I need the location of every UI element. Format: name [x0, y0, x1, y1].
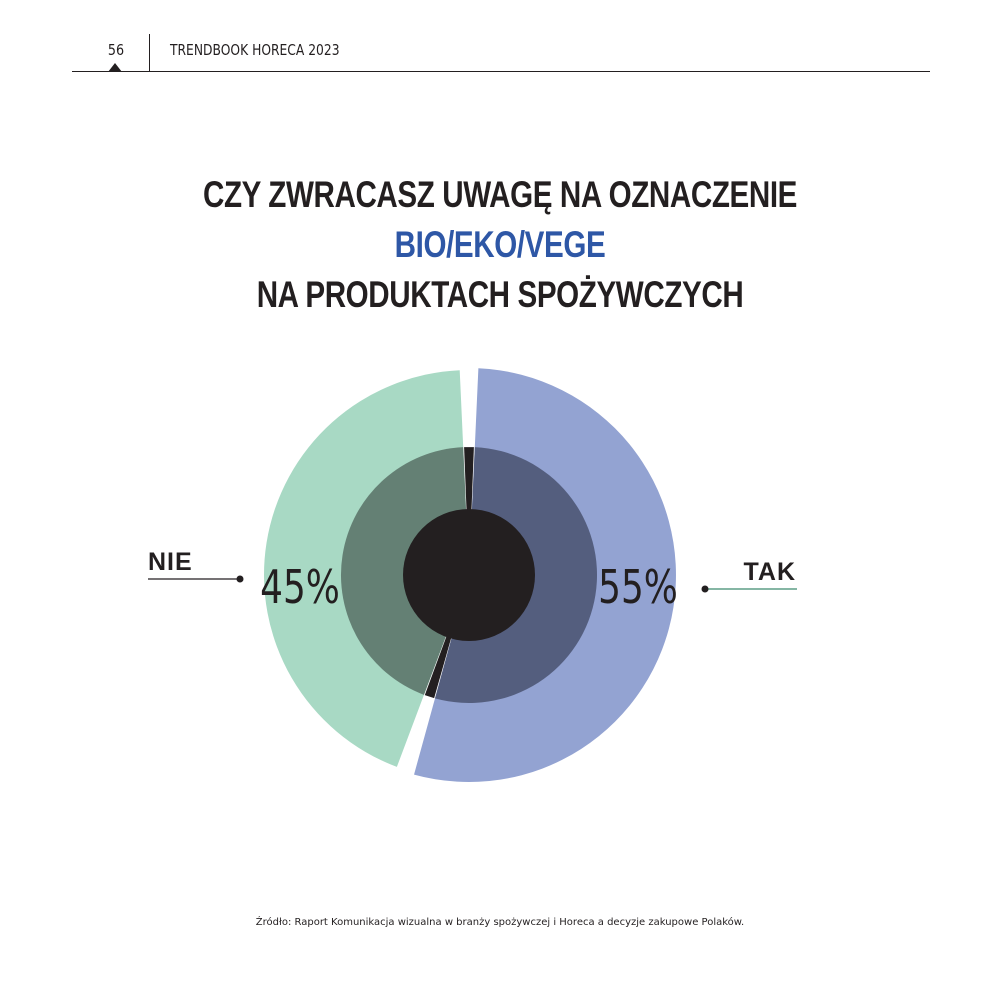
publication-title: TRENDBOOK HORECA 2023 — [170, 41, 340, 59]
category-label-nie: NIE — [148, 548, 193, 576]
slice-nie-value-label: 45% — [260, 560, 340, 615]
page-number: 56 — [107, 41, 125, 59]
slice-tak-value-label: 55% — [598, 560, 678, 615]
chart-title-highlight: BIO/EKO/VEGE — [394, 224, 606, 265]
chart-title-line-1: CZY ZWRACASZ UWAGĘ NA OZNACZENIE — [203, 174, 797, 215]
category-label-tak: TAK — [743, 558, 796, 586]
donut-center — [403, 509, 535, 641]
callout-dot-nie — [237, 576, 244, 583]
source-note: Źródło: Raport Komunikacja wizualna w branży spożywczej i Horeca a decyzje zakupowe Polaków. — [255, 917, 745, 928]
callout-dot-tak — [702, 586, 709, 593]
chart-title-line-3: NA PRODUKTACH SPOŻYWCZYCH — [256, 274, 744, 315]
